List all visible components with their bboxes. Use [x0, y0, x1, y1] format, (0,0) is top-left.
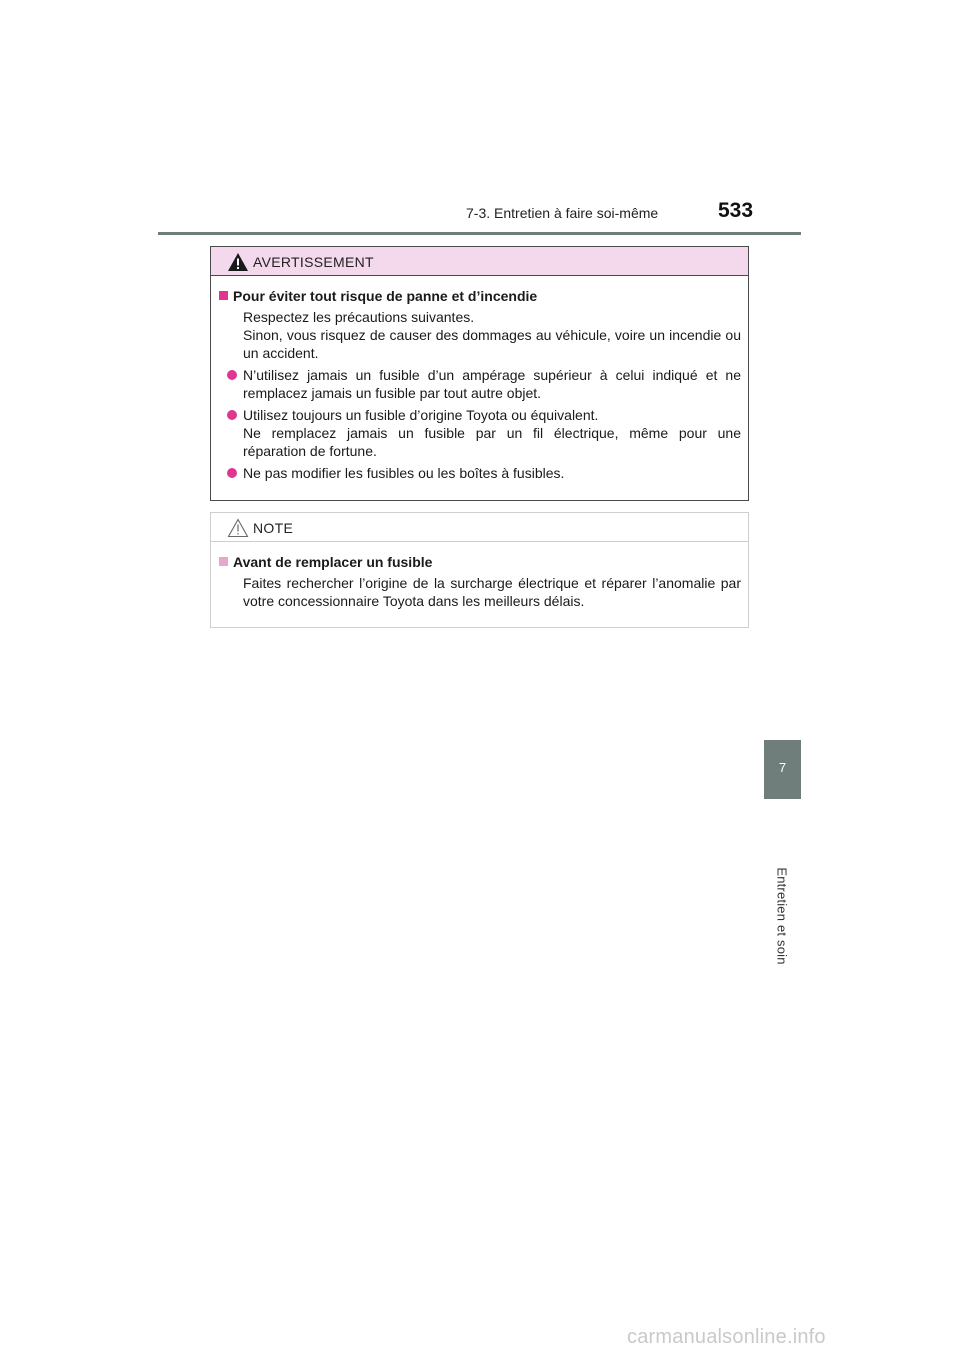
circle-bullet-icon: [227, 468, 237, 478]
warning-bullet: Ne pas modifier les fusibles ou les boîtes à fusibles.: [217, 464, 741, 482]
warning-header: [211, 247, 748, 276]
note-text: Faites rechercher l’origine de la surcharge électrique et réparer l’anomalie par votre concessionnaire Toyota dans les meilleurs délais.: [243, 575, 741, 609]
note-header: [211, 513, 748, 542]
circle-bullet-icon: [227, 410, 237, 420]
circle-bullet-icon: [227, 370, 237, 380]
warning-bullet: N’utilisez jamais un fusible d’un ampérage supérieur à celui indiqué et ne remplacez jamais un fusible par tout autre objet.: [217, 366, 741, 402]
note-box: [210, 512, 749, 628]
chapter-number: 7: [778, 760, 787, 775]
note-heading: Avant de remplacer un fusible: [217, 553, 741, 571]
note-title: NOTE: [253, 520, 294, 536]
caution-outline-icon: [227, 518, 249, 538]
warning-title: AVERTISSEMENT: [253, 254, 374, 270]
warning-box: [210, 246, 749, 501]
warning-intro: Respectez les précautions suivantes. Sinon, vous risquez de causer des dommages au véhicule, voire un incendie ou un accident.: [243, 309, 741, 361]
warning-heading: Pour éviter tout risque de panne et d’incendie: [217, 287, 741, 305]
header-divider: [158, 232, 801, 235]
square-bullet-icon: [219, 291, 228, 300]
square-bullet-icon: [219, 557, 228, 566]
page-number: 533: [718, 199, 754, 222]
warning-bullet: Utilisez toujours un fusible d’origine Toyota ou équivalent. Ne remplacez jamais un fusible par un fil électrique, même pour une réparation de fortune.: [217, 406, 741, 460]
section-title: 7-3. Entretien à faire soi-même: [466, 205, 659, 221]
chapter-label: Entretien et soin: [774, 867, 790, 965]
warning-triangle-icon: [227, 252, 249, 272]
watermark: carmanualsonline.info: [627, 1326, 826, 1348]
chapter-tab: [764, 740, 801, 799]
